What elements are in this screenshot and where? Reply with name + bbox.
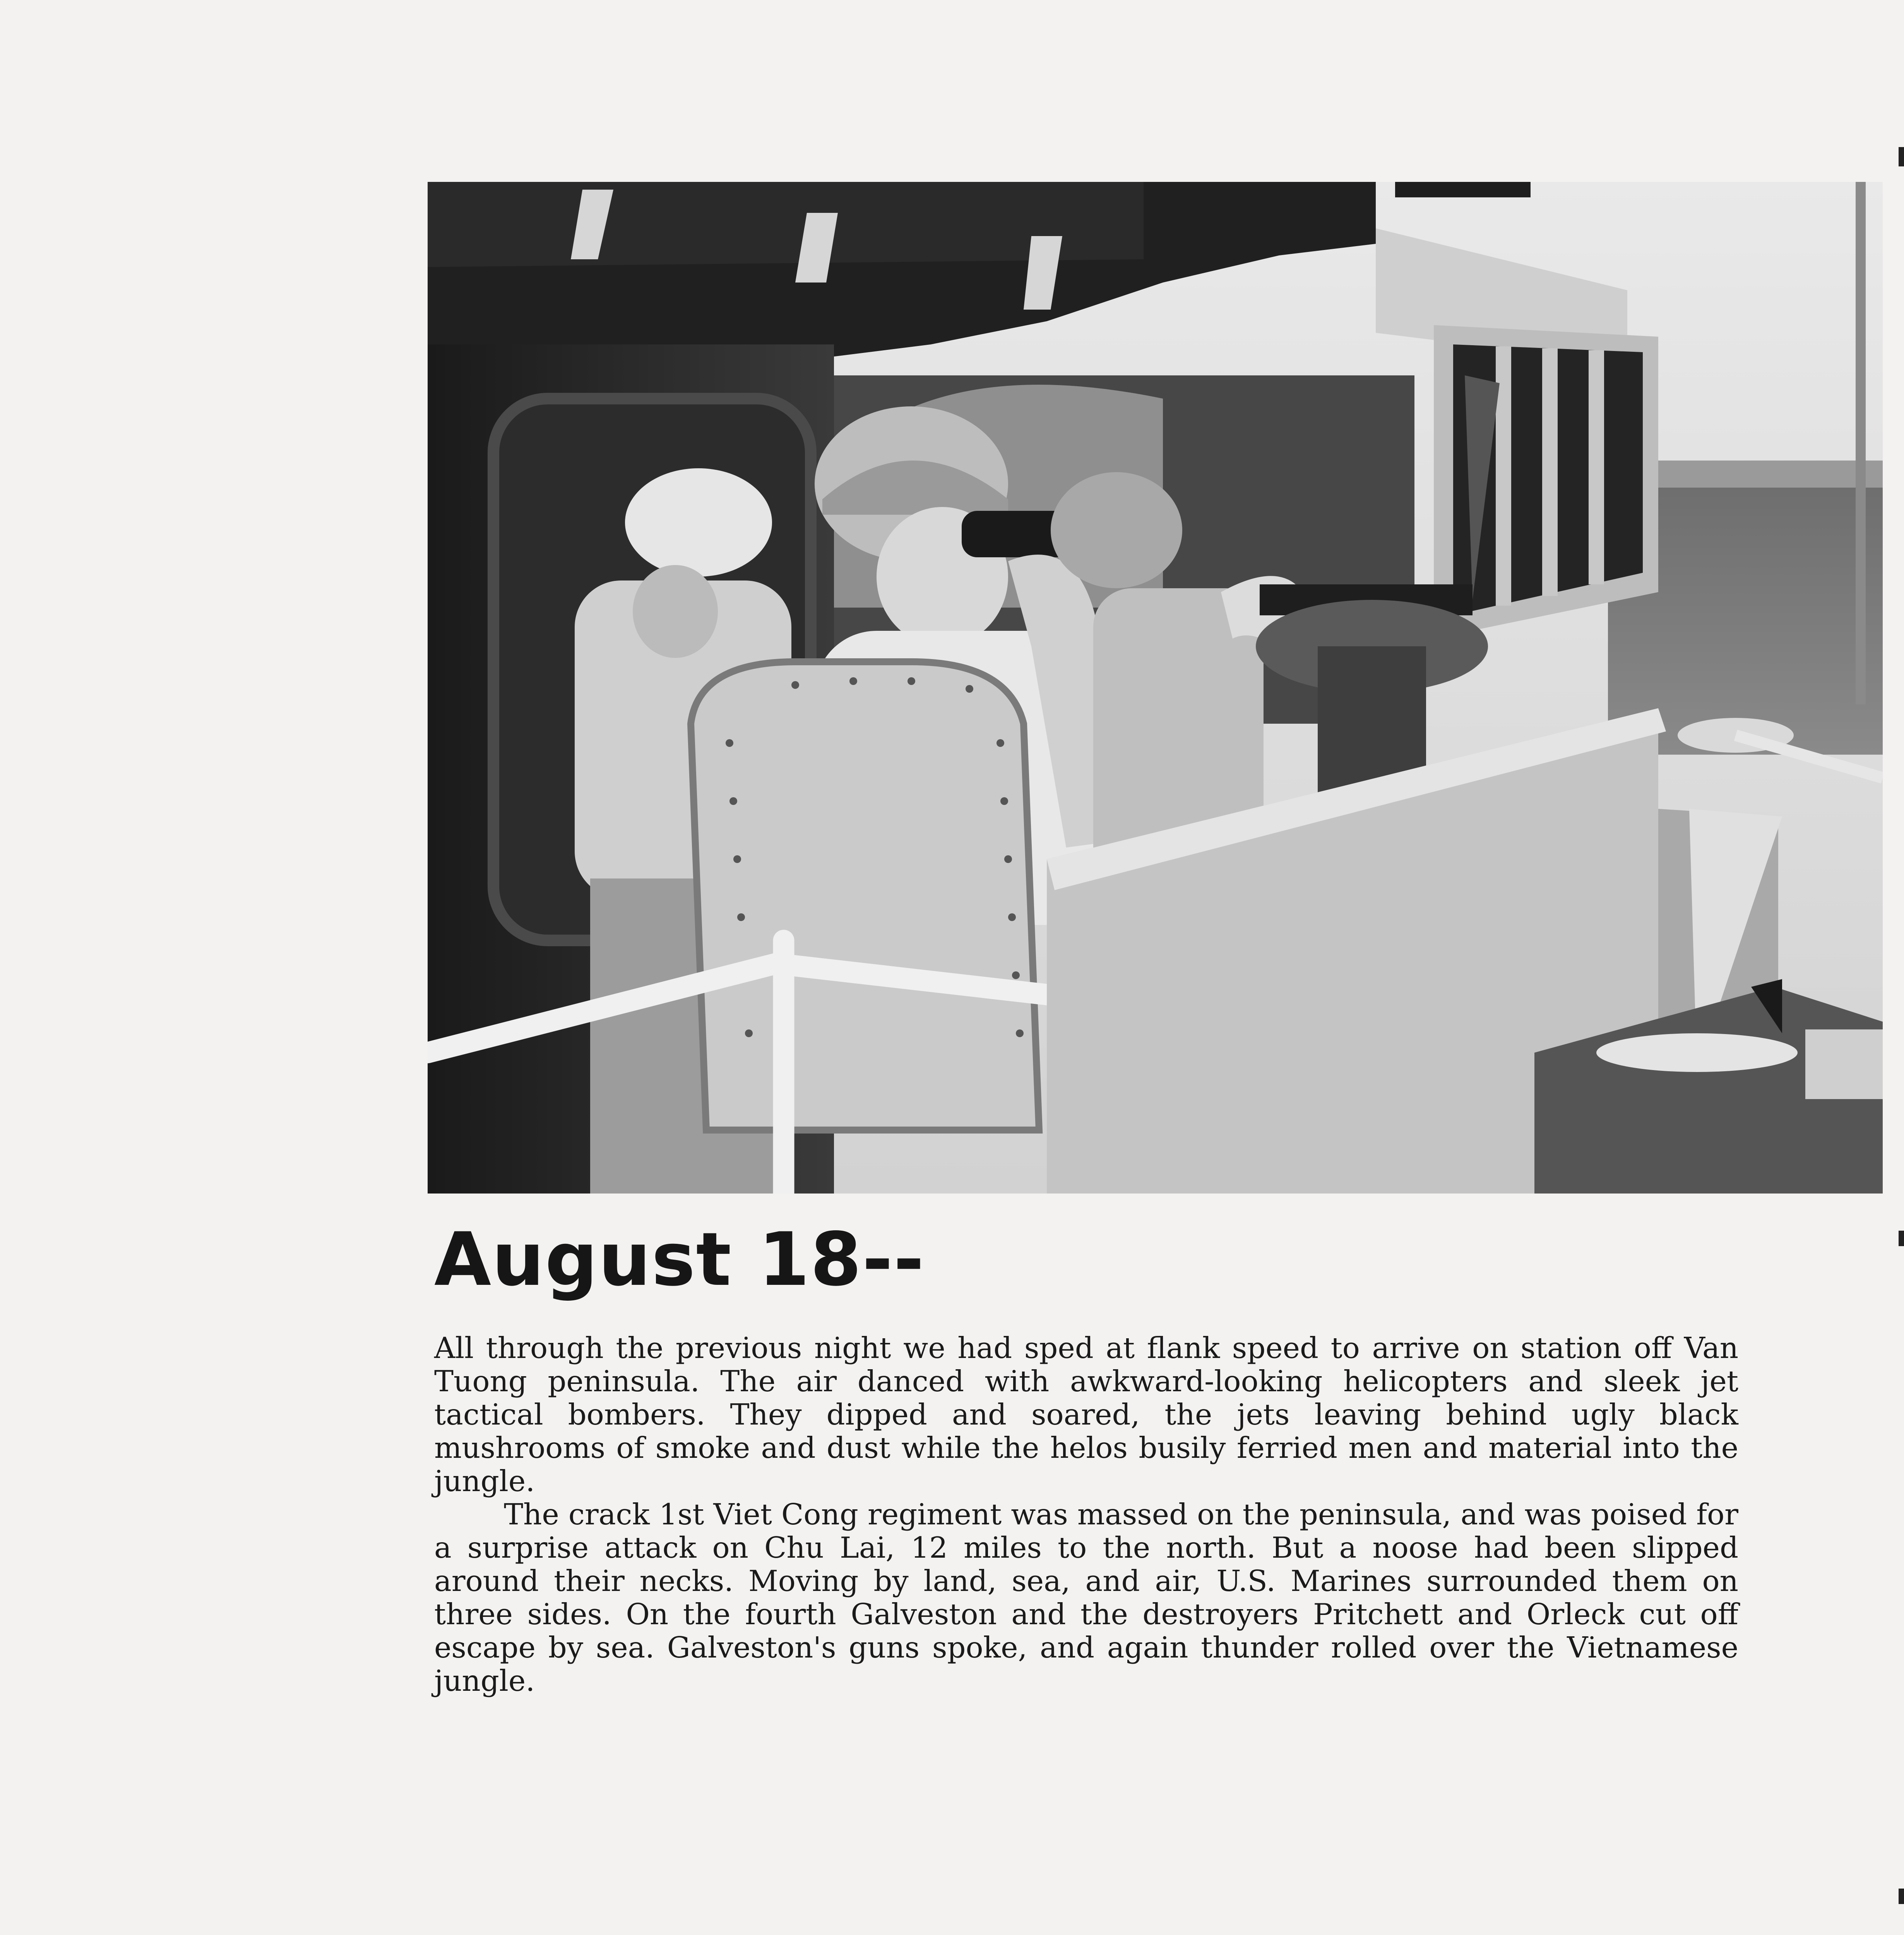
paragraph-1: All through the previous night we had sped at flank speed to arrive on station off Van Tuong peninsula. The air danced with awkward-looking helicopters and sleek jet tactical bombers. They dipped and soared, the jets leaving behind ugly black mushrooms of smoke and dust while the helos busily ferried men and material into the jungle. (434, 1331, 1738, 1498)
article-body (434, 1331, 1738, 1697)
paragraph-2: The crack 1st Viet Cong regiment was massed on the peninsula, and was poised for a surprise attack on Chu Lai, 12 miles to the north. But a noose had been slipped around their necks. Moving by land, sea, and air, U.S. Marines surrounded them on three sides. On the fourth Galveston and the destroyers Pritchett and Orleck cut off escape by sea. Galveston's guns spoke, and again thunder rolled over the Vietnamese jungle. (434, 1497, 1738, 1698)
photo-illustration (428, 182, 1883, 1194)
ship-bridge-photo (428, 182, 1883, 1194)
binding-mark (1899, 1231, 1904, 1246)
binding-mark (1899, 147, 1904, 166)
binding-mark (1899, 1889, 1904, 1904)
section-heading: August 18-- (434, 1217, 925, 1302)
